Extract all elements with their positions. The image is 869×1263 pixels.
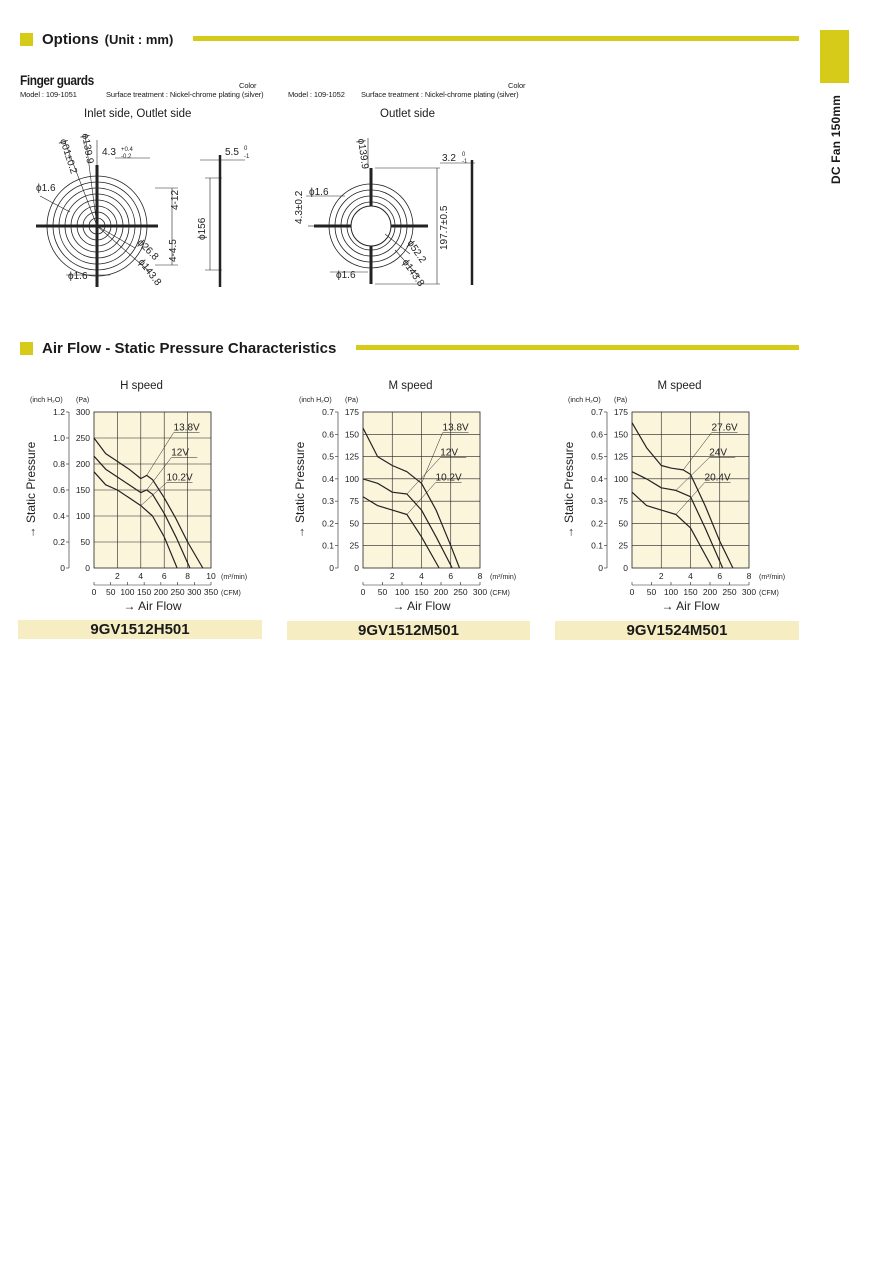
x-axis-label: → Air Flow (661, 599, 720, 613)
x-tick-label: 4 (138, 571, 144, 581)
x2-tick-label: 200 (153, 587, 168, 597)
x2-tick-label: 350 (203, 587, 219, 597)
y2-tick-label: 0.5 (322, 451, 334, 462)
dim-r-d7-dn: -1 (462, 159, 468, 165)
x2-tick-label: 250 (170, 587, 185, 597)
x2-tick-label: 150 (137, 587, 152, 597)
y-axis-label: → Static Pressure (24, 441, 38, 539)
dim-r-d3: 4.3±0.2 (294, 190, 305, 224)
series-label: 12V (171, 447, 190, 459)
y-tick-label: 150 (344, 429, 359, 440)
x2-tick-label: 300 (472, 587, 488, 597)
x-tick-label: 8 (746, 571, 752, 581)
side-tab-label: DC Fan 150mm (829, 94, 843, 184)
chart-title: M speed (657, 380, 702, 392)
y2-tick-label: 0.6 (322, 429, 334, 440)
x2-unit: (CFM) (221, 590, 241, 597)
y-tick-label: 25 (618, 540, 628, 551)
y2-tick-label: 0.1 (322, 540, 334, 551)
series-label: 10.2V (435, 472, 462, 484)
y2-tick-label: 0 (60, 563, 65, 573)
x-tick-label: 2 (115, 571, 120, 581)
dim-l-d7: ϕ143.8 (135, 257, 164, 288)
x-unit: (m³/min) (759, 574, 786, 581)
dim-l-d6: ϕ26.8 (134, 237, 161, 263)
y-tick-label: 0 (85, 563, 90, 573)
y-axis-label: → Static Pressure (562, 441, 576, 539)
y-unit-right: (Pa) (614, 397, 628, 404)
x2-tick-label: 300 (741, 587, 757, 597)
model-label-1: 9GV1512H501 (18, 620, 262, 639)
x-tick-label: 2 (658, 571, 664, 581)
left-view-title: Inlet side, Outlet side (84, 108, 192, 120)
x2-unit: (CFM) (759, 590, 779, 597)
x2-tick-label: 0 (91, 587, 97, 597)
airflow-title: Air Flow - Static Pressure Characteristics (42, 339, 337, 357)
y-tick-label: 100 (344, 473, 359, 484)
y2-tick-label: 0.4 (322, 473, 334, 484)
series-label: 12V (440, 447, 459, 459)
airflow-header (20, 338, 336, 358)
y2-tick-label: 0.2 (591, 518, 603, 529)
x2-tick-label: 250 (453, 587, 468, 597)
dim-l-d9: 4-12 (170, 189, 181, 210)
chart-h-speed (18, 372, 268, 622)
left-surface: Surface treatment : Nickel-chrome plating (silver) (106, 90, 264, 99)
y2-tick-label: 0.1 (591, 540, 603, 551)
airflow-header-bar (356, 345, 799, 350)
dim-l-d4: ϕ1.6 (36, 183, 56, 194)
y2-tick-label: 0.2 (53, 537, 65, 547)
y2-tick-label: 0 (329, 563, 334, 573)
x2-tick-label: 250 (722, 587, 737, 597)
x2-tick-label: 200 (433, 587, 449, 597)
x-tick-label: 4 (688, 571, 693, 581)
x-unit: (m³/min) (490, 574, 517, 581)
dim-l-d2: ϕ01±0.2 (57, 137, 79, 176)
y-unit-left: (inch H₂O) (299, 397, 332, 404)
model-label-3: 9GV1524M501 (555, 621, 799, 640)
y-tick-label: 250 (75, 433, 90, 443)
left-model: Model : 109-1051 (20, 90, 77, 99)
options-title: Options (42, 30, 99, 48)
y-tick-label: 100 (75, 511, 90, 521)
y2-tick-label: 1.0 (53, 433, 65, 443)
x-unit: (m³/min) (221, 574, 248, 581)
dim-r-d5: ϕ52.2 (404, 238, 428, 266)
y2-tick-label: 0.7 (591, 407, 603, 417)
y2-tick-label: 0.3 (591, 496, 603, 507)
dim-l-d3-dn: -0.2 (121, 154, 132, 160)
x-tick-label: 6 (448, 571, 454, 581)
series-label: 13.8V (442, 422, 469, 434)
y2-tick-label: 0.6 (591, 429, 603, 440)
x2-tick-label: 100 (394, 587, 410, 597)
y-tick-label: 50 (618, 518, 628, 529)
y-tick-label: 175 (344, 407, 359, 417)
x2-tick-label: 150 (683, 587, 698, 597)
dim-r-d8: 197.7±0.5 (439, 205, 450, 250)
x2-tick-label: 100 (663, 587, 679, 597)
x-tick-label: 8 (477, 571, 483, 581)
x2-tick-label: 200 (702, 587, 718, 597)
dim-l-d8-dn: -1 (244, 154, 250, 160)
y-tick-label: 50 (349, 518, 359, 529)
y-unit-right: (Pa) (76, 397, 90, 404)
x-tick-label: 6 (717, 571, 723, 581)
y2-tick-label: 0.3 (322, 496, 334, 507)
y-tick-label: 150 (75, 485, 90, 495)
dim-l-d8: 5.5 (225, 147, 239, 158)
y-tick-label: 125 (344, 451, 359, 462)
dim-l-d3: 4.3 (102, 147, 116, 158)
x2-unit: (CFM) (490, 590, 510, 597)
series-label: 24V (709, 447, 728, 459)
y2-tick-label: 0.8 (53, 459, 65, 469)
y-tick-label: 50 (80, 537, 90, 547)
y-tick-label: 25 (349, 540, 359, 551)
x-axis-label: → Air Flow (123, 599, 182, 613)
dim-r-d1: ϕ139.9 (355, 137, 371, 170)
x2-tick-label: 50 (377, 587, 388, 597)
y-tick-label: 100 (613, 473, 628, 484)
y2-tick-label: 1.2 (53, 407, 65, 417)
finger-guards-title: Finger guards (20, 72, 94, 88)
options-unit: (Unit : mm) (104, 31, 174, 47)
x2-tick-label: 50 (105, 587, 116, 597)
left-color-label: Color (239, 81, 257, 90)
y-unit-left: (inch H₂O) (30, 397, 63, 404)
y2-tick-label: 0.6 (53, 485, 65, 495)
x2-tick-label: 0 (629, 587, 635, 597)
x-tick-label: 2 (389, 571, 395, 581)
model-label-2: 9GV1512M501 (287, 621, 530, 640)
x2-tick-label: 0 (360, 587, 366, 597)
x-tick-label: 10 (206, 571, 216, 581)
dim-l-d10: ϕ156 (197, 217, 208, 240)
y-axis-label: → Static Pressure (293, 441, 307, 539)
y-tick-label: 125 (613, 451, 628, 462)
chart-m-speed-12v (287, 372, 537, 622)
y-unit-left: (inch H₂O) (568, 397, 601, 404)
right-model: Model : 109-1052 (288, 90, 345, 99)
dim-l-d3-up: +0.4 (121, 147, 133, 153)
chart-title: M speed (388, 380, 433, 392)
x-axis-label: → Air Flow (392, 599, 451, 613)
x2-tick-label: 50 (646, 587, 657, 597)
dim-l-d8-up: 0 (244, 146, 248, 152)
dim-r-d7-up: 0 (462, 152, 466, 158)
y-tick-label: 75 (618, 496, 628, 507)
y-tick-label: 0 (354, 563, 359, 573)
x-tick-label: 8 (185, 571, 190, 581)
right-color-label: Color (508, 81, 526, 90)
finger-guard-right-drawing (0, 0, 869, 320)
y-tick-label: 75 (349, 496, 359, 507)
dim-r-d7: 3.2 (442, 153, 456, 164)
dim-l-d11: 4-4.5 (168, 239, 179, 262)
chart-title: H speed (120, 380, 163, 392)
x2-tick-label: 150 (414, 587, 429, 597)
y2-tick-label: 0 (598, 563, 603, 573)
x2-tick-label: 300 (187, 587, 202, 597)
y-tick-label: 200 (75, 459, 90, 469)
x-tick-label: 4 (419, 571, 424, 581)
y2-tick-label: 0.2 (322, 518, 334, 529)
x-tick-label: 6 (161, 571, 167, 581)
chart-m-speed-24v (556, 372, 806, 622)
series-label: 27.6V (711, 422, 738, 434)
y2-tick-label: 0.5 (591, 451, 603, 462)
section-marker-icon (20, 342, 33, 355)
right-view-title: Outlet side (380, 108, 435, 120)
series-label: 13.8V (173, 422, 200, 434)
y-tick-label: 175 (613, 407, 628, 417)
right-surface: Surface treatment : Nickel-chrome plating (silver) (361, 90, 519, 99)
y2-tick-label: 0.7 (322, 407, 334, 417)
dim-l-d5: ϕ1.6 (68, 271, 88, 282)
dim-l-d1: ϕ139.9 (79, 132, 96, 165)
y2-tick-label: 0.4 (53, 511, 65, 521)
y2-tick-label: 0.4 (591, 473, 603, 484)
series-label: 10.2V (166, 472, 193, 484)
guard-center-hole (351, 206, 391, 246)
y-tick-label: 0 (623, 563, 628, 573)
y-tick-label: 150 (613, 429, 628, 440)
x2-tick-label: 100 (120, 587, 135, 597)
y-tick-label: 300 (75, 407, 90, 417)
dim-r-d4: ϕ1.6 (336, 270, 356, 281)
series-label: 20.4V (704, 472, 731, 484)
y-unit-right: (Pa) (345, 397, 359, 404)
dim-r-d2: ϕ1.6 (309, 187, 329, 198)
dim-r-d6: ϕ143.8 (399, 257, 427, 289)
